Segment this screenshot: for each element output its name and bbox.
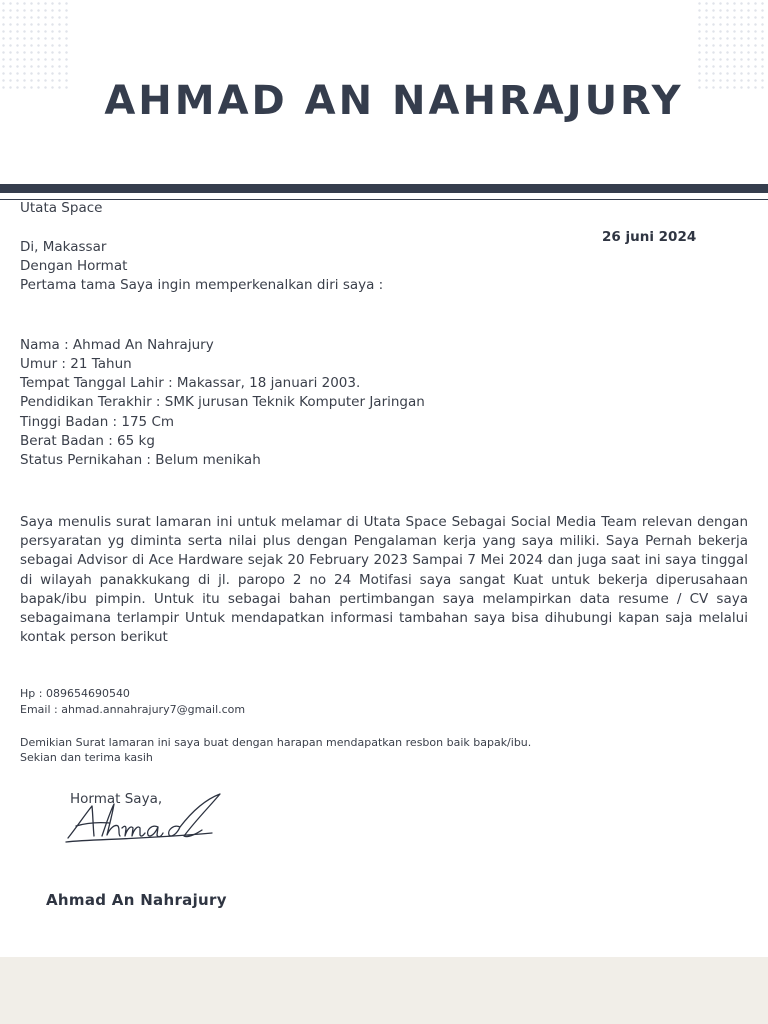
header-divider-thick [0, 184, 768, 193]
contact-email: Email : ahmad.annahrajury7@gmail.com [20, 703, 246, 716]
info-weight: Berat Badan : 65 kg [20, 433, 155, 449]
closing-salutation: Hormat Saya, [70, 791, 163, 807]
info-marital-status: Status Pernikahan : Belum menikah [20, 452, 261, 468]
intro-line: Pertama tama Saya ingin memperkenalkan diri saya : [20, 277, 384, 293]
applicant-name-heading: AHMAD AN NAHRAJURY [104, 78, 684, 124]
info-age: Umur : 21 Tahun [20, 356, 132, 372]
signer-name: Ahmad An Nahrajury [46, 891, 227, 909]
info-birth: Tempat Tanggal Lahir : Makassar, 18 januari 2003. [20, 375, 361, 391]
closing-note-line-2: Sekian dan terima kasih [20, 751, 153, 764]
handwritten-signature [62, 792, 232, 846]
company-name: Utata Space [20, 200, 103, 216]
info-height: Tinggi Badan : 175 Cm [20, 414, 175, 430]
contact-phone: Hp : 089654690540 [20, 687, 130, 700]
letter-location: Di, Makassar [20, 239, 107, 255]
footer-band [0, 957, 768, 1024]
header-divider-thin [0, 199, 768, 200]
info-name: Nama : Ahmad An Nahrajury [20, 337, 214, 353]
application-paragraph: Saya menulis surat lamaran ini untuk melamar di Utata Space Sebagai Social Media Team relevan dengan persyaratan yg diminta serta nilai plus dengan Pengalaman kerja yang saya miliki. Saya Pernah bekerja sebagai Advisor di Ace Hardware sejak 20 February 2023 Sampai 7 Mei 2024 dan juga saat ini saya tinggal di wilayah panakkukang di jl. paropo 2 no 24 Motifasi saya sangat Kuat untuk bekerja diperusahaan bapak/ibu pimpin. Untuk itu sebagai bahan pertimbangan saya melampirkan data resume / CV saya sebagaimana terlampir Untuk mendapatkan informasi tambahan saya bisa dihubungi kapan saja melalui kontak person berikut [20, 514, 748, 646]
letter-date: 26 juni 2024 [602, 229, 697, 245]
info-education: Pendidikan Terakhir : SMK jurusan Teknik Komputer Jaringan [20, 394, 425, 410]
greeting: Dengan Hormat [20, 258, 128, 274]
closing-note-line-1: Demikian Surat lamaran ini saya buat dengan harapan mendapatkan resbon baik bapak/ibu. [20, 736, 532, 749]
